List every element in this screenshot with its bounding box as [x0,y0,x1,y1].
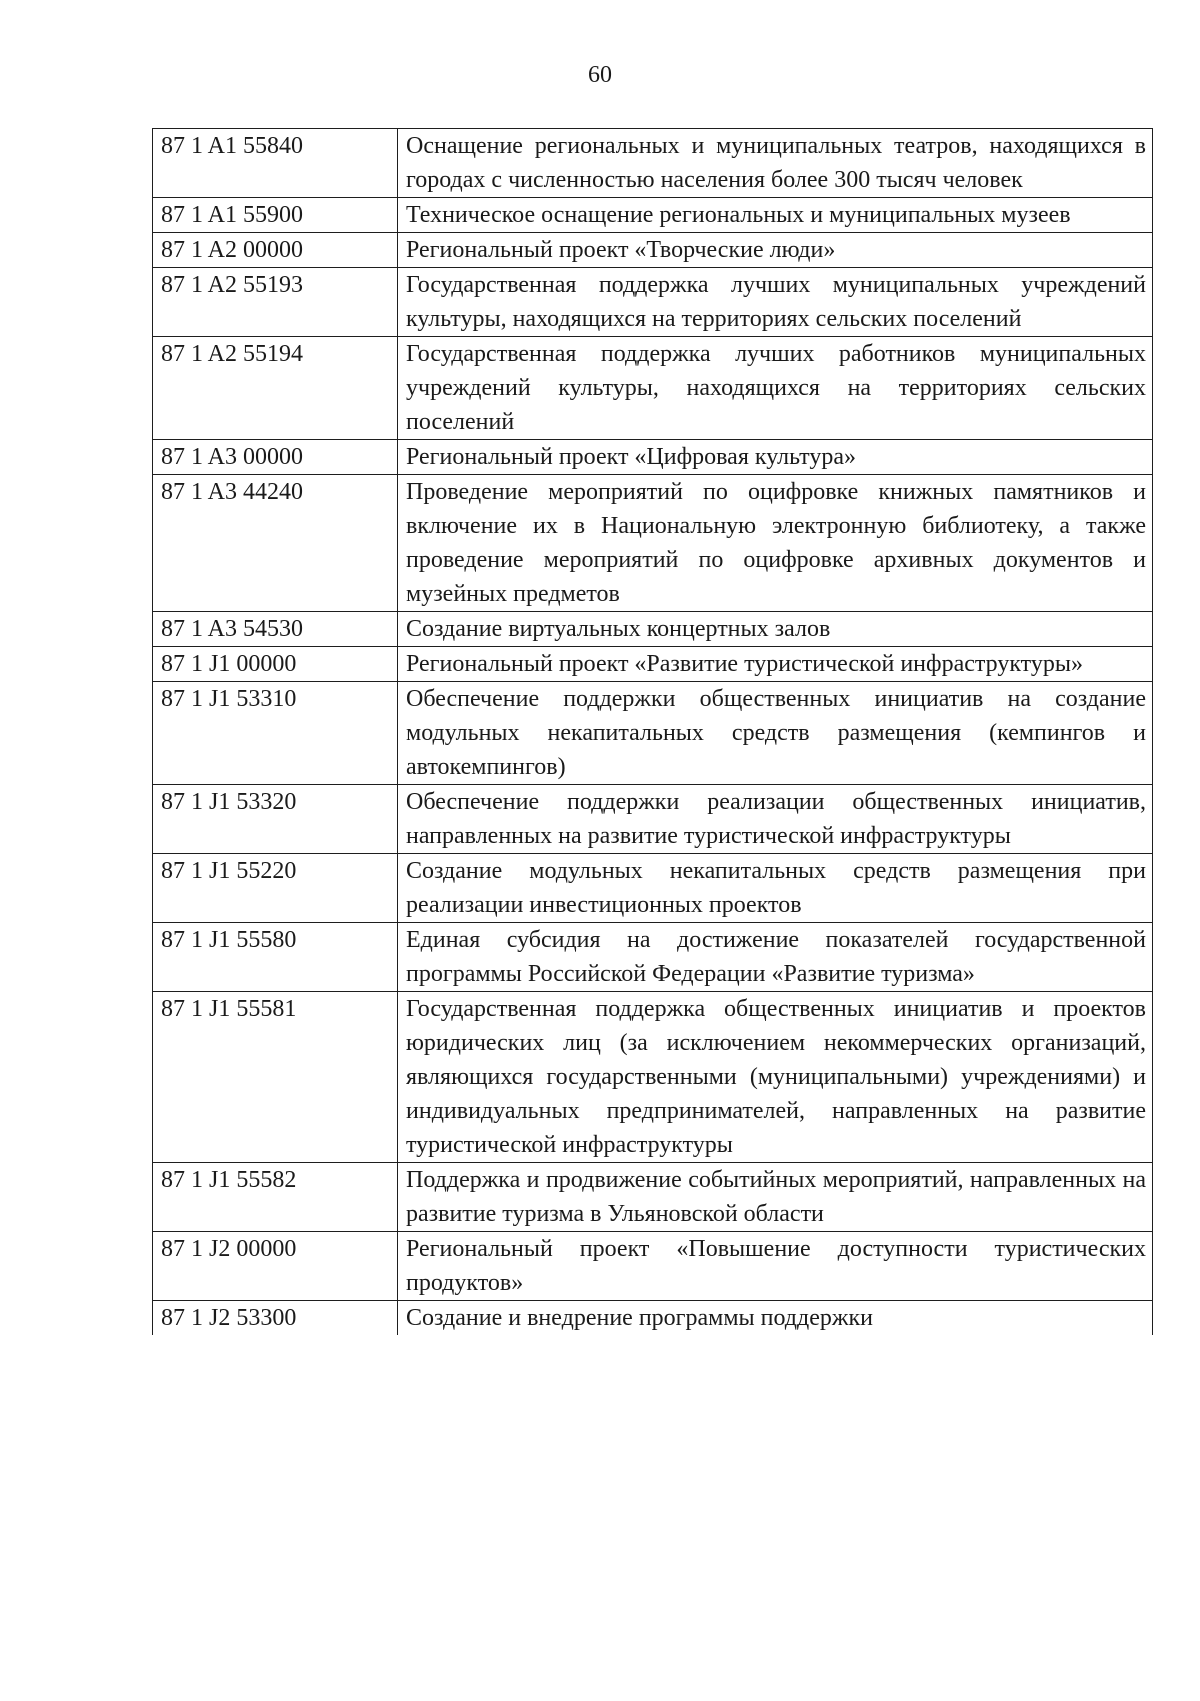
table-row [153,1232,1153,1301]
code-cell: 87 1 J2 53300 [153,1301,398,1336]
code-cell: 87 1 J1 55580 [153,923,398,992]
table-row [153,612,1153,647]
table-row [153,440,1153,475]
name-cell: Обеспечение поддержки общественных инициатив на создание модульных некапитальных средств размещения (кемпингов и автокемпингов) [398,682,1153,785]
name-cell: Проведение мероприятий по оцифровке книжных памятников и включение их в Национальную электронную библиотеку, а также проведение мероприятий по оцифровке архивных документов и музейных предметов [398,475,1153,612]
name-cell: Создание и внедрение программы поддержки [398,1301,1153,1336]
table-body [153,129,1153,1336]
table-row [153,475,1153,612]
name-cell: Создание виртуальных концертных залов [398,612,1153,647]
name-cell: Поддержка и продвижение событийных мероприятий, направленных на развитие туризма в Ульяновской области [398,1163,1153,1232]
table-row [153,785,1153,854]
code-cell: 87 1 A3 00000 [153,440,398,475]
name-cell: Оснащение региональных и муниципальных театров, находящихся в городах с численностью населения более 300 тысяч человек [398,129,1153,198]
table-row [153,268,1153,337]
table-row [153,1301,1153,1336]
name-cell: Региональный проект «Развитие туристической инфраструктуры» [398,647,1153,682]
table-row [153,129,1153,198]
page-number: 60 [588,62,612,88]
table-row [153,854,1153,923]
code-cell: 87 1 A2 00000 [153,233,398,268]
table-row [153,647,1153,682]
name-cell: Техническое оснащение региональных и муниципальных музеев [398,198,1153,233]
budget-classification-table [152,128,1153,1335]
code-cell: 87 1 J1 55582 [153,1163,398,1232]
name-cell: Региональный проект «Творческие люди» [398,233,1153,268]
table-row [153,198,1153,233]
code-cell: 87 1 J1 55581 [153,992,398,1163]
table-row [153,337,1153,440]
code-cell: 87 1 A2 55194 [153,337,398,440]
code-cell: 87 1 J1 00000 [153,647,398,682]
code-cell: 87 1 J2 00000 [153,1232,398,1301]
table-row [153,923,1153,992]
name-cell: Региональный проект «Повышение доступности туристических продуктов» [398,1232,1153,1301]
name-cell: Единая субсидия на достижение показателей государственной программы Российской Федерации «Развитие туризма» [398,923,1153,992]
code-cell: 87 1 A2 55193 [153,268,398,337]
name-cell: Создание модульных некапитальных средств размещения при реализации инвестиционных проектов [398,854,1153,923]
name-cell: Обеспечение поддержки реализации общественных инициатив, направленных на развитие туристической инфраструктуры [398,785,1153,854]
code-cell: 87 1 A1 55840 [153,129,398,198]
table-row [153,233,1153,268]
code-cell: 87 1 J1 53310 [153,682,398,785]
code-cell: 87 1 A3 54530 [153,612,398,647]
code-cell: 87 1 A3 44240 [153,475,398,612]
name-cell: Государственная поддержка лучших работников муниципальных учреждений культуры, находящихся на территориях сельских поселений [398,337,1153,440]
table-row [153,992,1153,1163]
code-cell: 87 1 J1 55220 [153,854,398,923]
code-cell: 87 1 A1 55900 [153,198,398,233]
name-cell: Государственная поддержка общественных инициатив и проектов юридических лиц (за исключением некоммерческих организаций, являющихся государственными (муниципальными) учреждениями) и индивидуальных предпринимателей, направленных на развитие туристической инфраструктуры [398,992,1153,1163]
name-cell: Государственная поддержка лучших муниципальных учреждений культуры, находящихся на территориях сельских поселений [398,268,1153,337]
code-cell: 87 1 J1 53320 [153,785,398,854]
name-cell: Региональный проект «Цифровая культура» [398,440,1153,475]
table-row [153,1163,1153,1232]
table-row [153,682,1153,785]
